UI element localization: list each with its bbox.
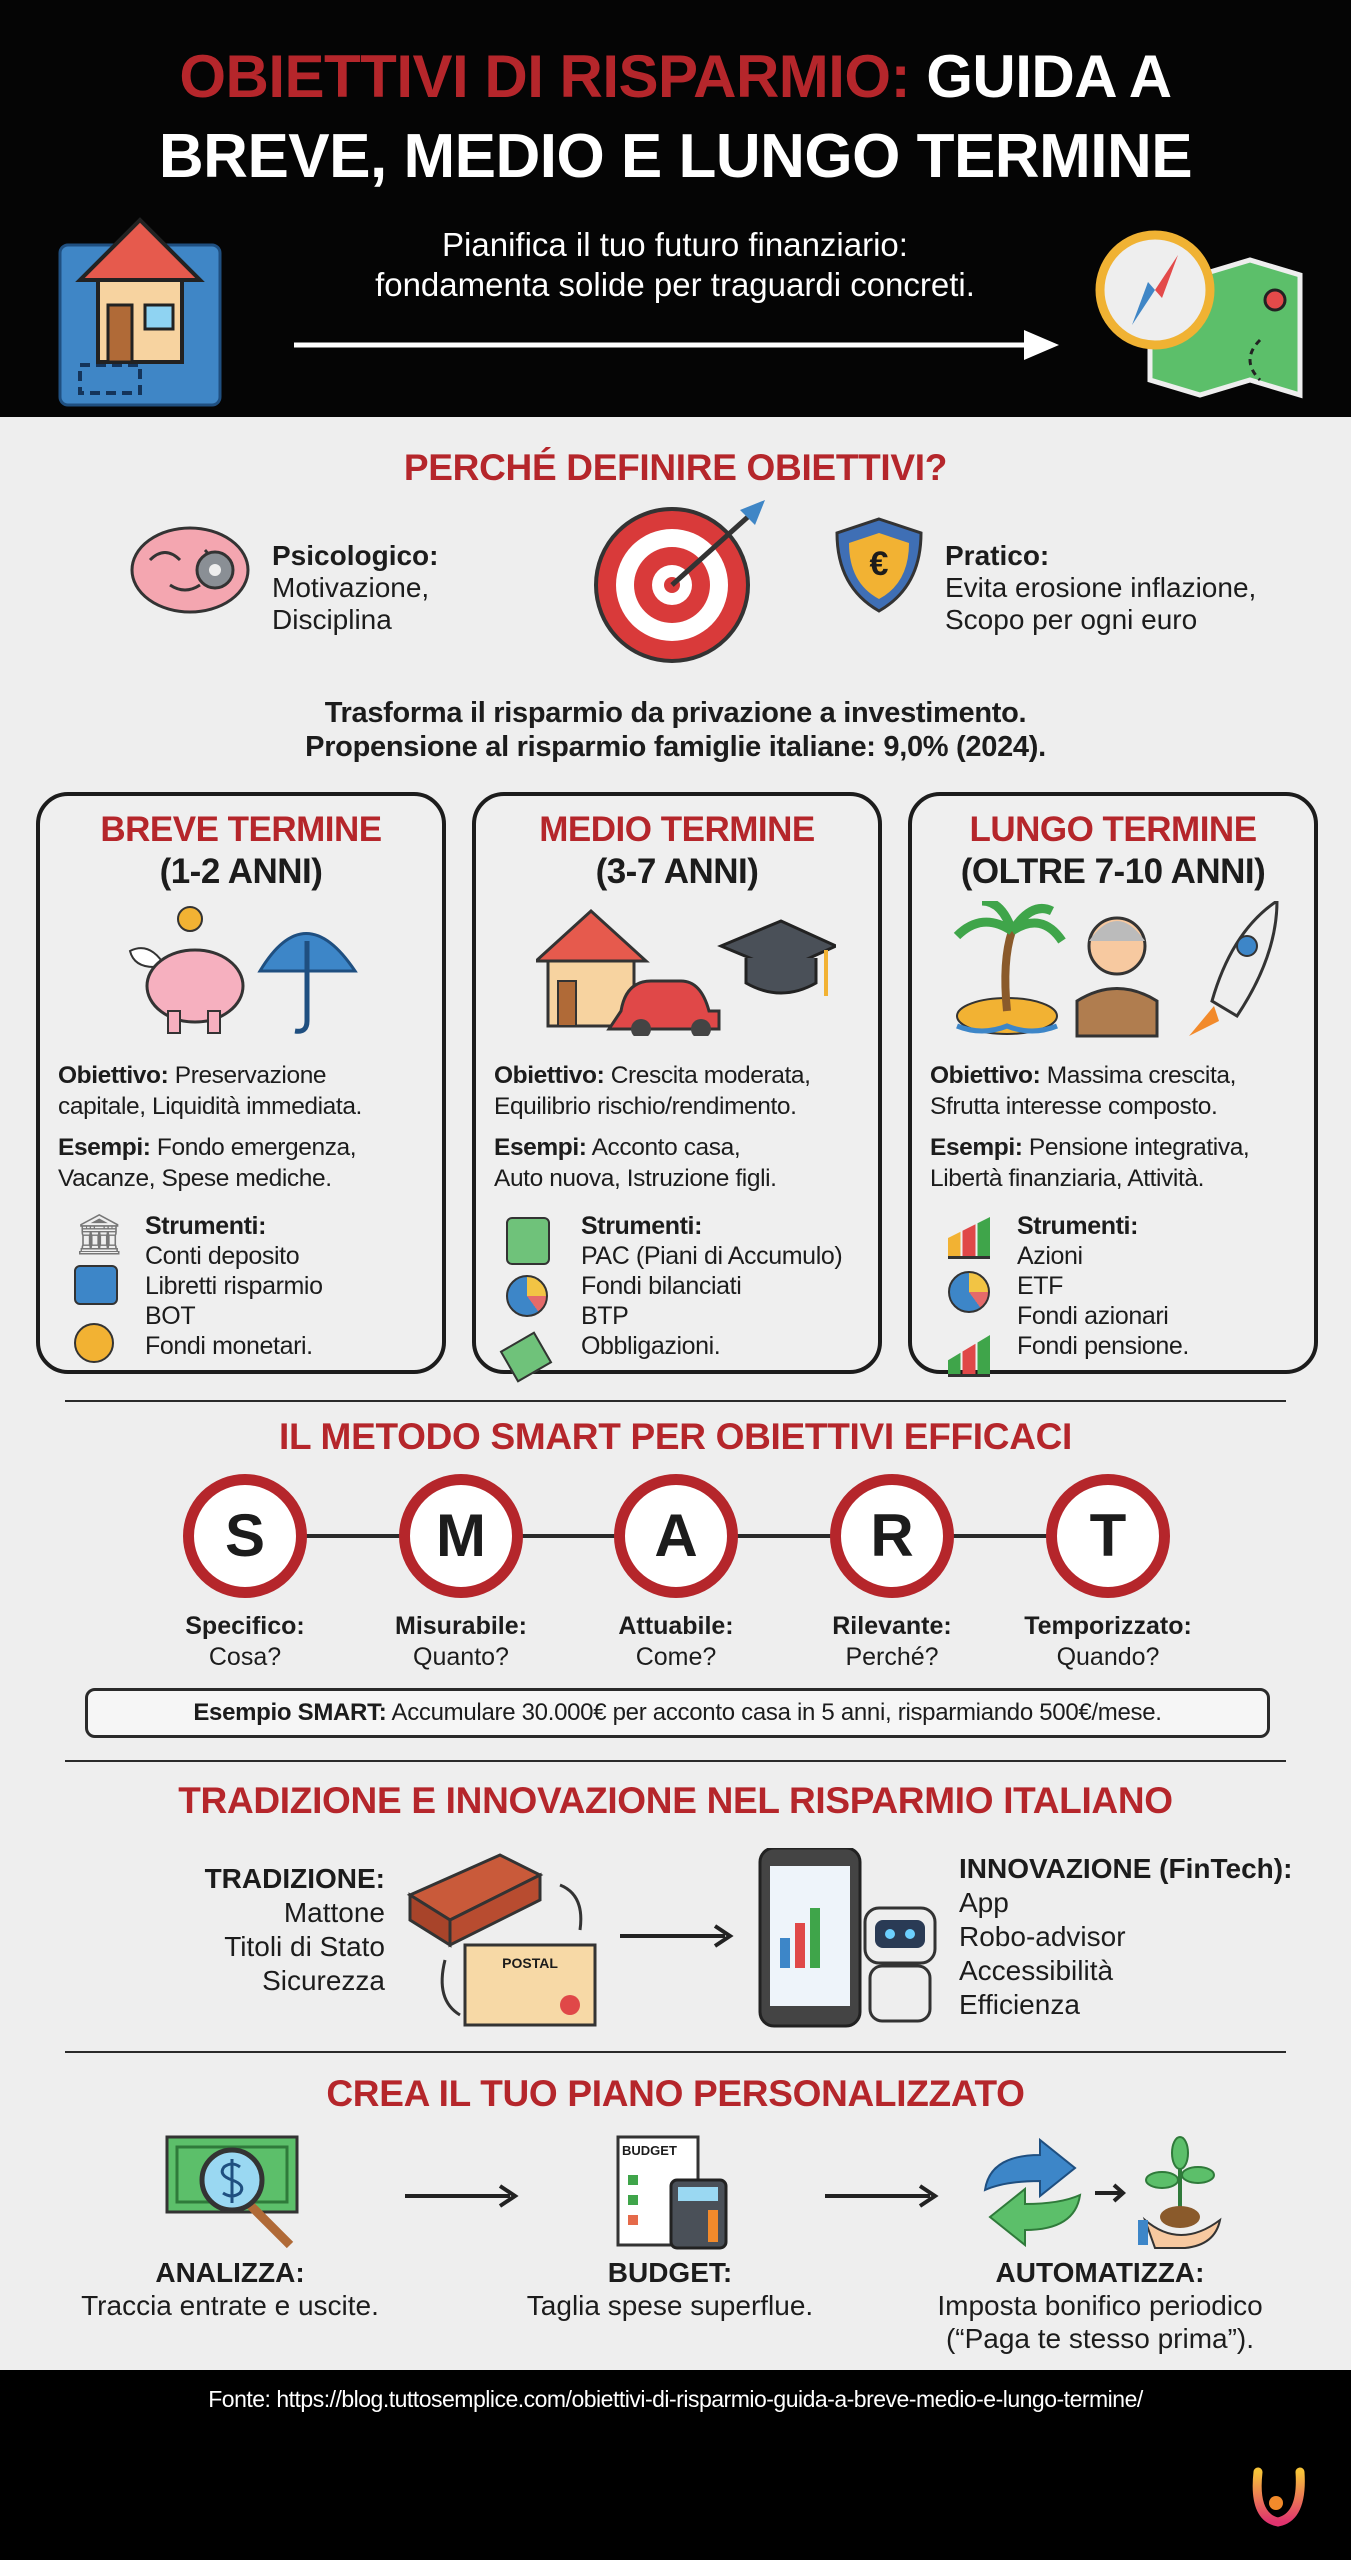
compass-map-icon (1090, 220, 1310, 400)
coins-icon (74, 1323, 114, 1363)
tools-list (1017, 1211, 1189, 1361)
house-car-graduation-icon (536, 906, 836, 1036)
tools-label: Strumenti: (581, 1212, 703, 1240)
examples-text-2: Libertà finanziaria, Attività. (930, 1165, 1204, 1192)
smart-label-a (576, 1611, 776, 1673)
house-blueprint-icon (50, 205, 260, 410)
tradition-block (120, 1862, 385, 1998)
subtitle-line1: Pianifica il tuo futuro finanziario: (442, 226, 908, 263)
smart-label-m (361, 1611, 561, 1673)
statement-line2: Propensione al risparmio famiglie italiane: 9,0% (2024). (305, 731, 1046, 763)
tradition-item: Mattone (283, 1897, 385, 1928)
examples-text-1: Fondo emergenza, (150, 1134, 357, 1161)
pie-chart-icon (948, 1271, 990, 1313)
smart-name: Temporizzato: (1024, 1612, 1192, 1640)
examples-text-1: Pensione integrativa, (1022, 1134, 1250, 1161)
goal-label: Obiettivo: (58, 1062, 169, 1089)
goal-text-2: Equilibrio rischio/rendimento. (494, 1093, 797, 1120)
why-title: PERCHÉ DEFINIRE OBIETTIVI? (403, 447, 948, 488)
phone-robot-icon (755, 1848, 945, 2028)
title-red-part: OBIETTIVI DI RISPARMIO: (179, 43, 911, 110)
card-examples (494, 1132, 879, 1194)
prac-label: Pratico: (945, 540, 1050, 571)
statement-line1: Trasforma il risparmio da privazione a investimento. (324, 697, 1027, 729)
card-period: (1-2 ANNI) (159, 852, 323, 891)
plan-step-analyze (40, 2256, 420, 2322)
tool-item: Obbligazioni. (581, 1332, 721, 1360)
prac-text-1: Evita erosione inflazione, (945, 572, 1257, 603)
tool-item: PAC (Piani di Accumulo) (581, 1242, 843, 1270)
step-text-2: (“Paga te stesso prima”). (945, 2323, 1255, 2354)
tool-item: Azioni (1017, 1242, 1083, 1270)
smart-circle-r: R (830, 1474, 954, 1598)
money-magnifier-icon (165, 2135, 305, 2250)
main-title-line1 (0, 42, 1351, 112)
examples-text-2: Auto nuova, Istruzione figli. (494, 1165, 777, 1192)
examples-label: Esempi: (58, 1134, 151, 1161)
examples-label: Esempi: (930, 1134, 1023, 1161)
banknote-icon (500, 1331, 553, 1382)
smart-circle-a: A (614, 1474, 738, 1598)
arrow-right-icon (825, 2184, 940, 2208)
card-goal (930, 1060, 1315, 1122)
brick-bond-icon (405, 1845, 605, 2030)
smart-question: Perché? (845, 1643, 939, 1671)
postal-label: POSTAL (502, 1955, 558, 1971)
bank-icon: 🏛 (74, 1213, 125, 1257)
target-arrow-icon (590, 500, 770, 665)
smart-name: Attuabile: (618, 1612, 734, 1640)
card-period: (OLTRE 7-10 ANNI) (960, 852, 1266, 891)
tool-item: Conti deposito (145, 1242, 300, 1270)
piggy-umbrella-icon (120, 901, 380, 1036)
plan-step-budget (480, 2256, 860, 2322)
header (0, 0, 1351, 417)
budget-calculator-icon (616, 2135, 731, 2250)
tool-item: Fondi monetari. (145, 1332, 313, 1360)
money-coin-icon (506, 1217, 550, 1265)
goal-label: Obiettivo: (930, 1062, 1041, 1089)
card-examples (930, 1132, 1315, 1194)
innovation-item: Robo-advisor (959, 1921, 1126, 1952)
card-goal (58, 1060, 443, 1122)
footer (0, 2370, 1351, 2560)
tool-item: ETF (1017, 1272, 1064, 1300)
smart-title: IL METODO SMART PER OBIETTIVI EFFICACI (278, 1416, 1073, 1457)
smart-question: Cosa? (208, 1643, 282, 1671)
smart-circle-t: T (1046, 1474, 1170, 1598)
psych-text-1: Motivazione, (272, 572, 430, 603)
euro-symbol: € (869, 545, 889, 583)
tool-item: BTP (581, 1302, 629, 1330)
card-goal (494, 1060, 879, 1122)
divider (65, 1400, 1286, 1402)
card-title: BREVE TERMINE (100, 810, 382, 849)
psychological-block (272, 540, 438, 636)
tool-icons (506, 1211, 566, 1375)
step-label: AUTOMATIZZA: (995, 2257, 1205, 2288)
card-title: MEDIO TERMINE (539, 810, 815, 849)
growth-chart-icon (948, 1335, 990, 1377)
divider (65, 2051, 1286, 2053)
smart-label-r (792, 1611, 992, 1673)
statement (0, 696, 1351, 764)
goal-label: Obiettivo: (494, 1062, 605, 1089)
card-short-term (36, 792, 446, 1374)
innovation-block (959, 1852, 1292, 2022)
smart-name: Specifico: (185, 1612, 305, 1640)
arrow-right-icon (620, 1924, 735, 1948)
tools-label: Strumenti: (1017, 1212, 1139, 1240)
innovation-label: INNOVAZIONE (FinTech): (959, 1853, 1293, 1884)
card-examples (58, 1132, 443, 1194)
divider (65, 1760, 1286, 1762)
tool-item: Fondi pensione. (1017, 1332, 1189, 1360)
tool-item: Fondi bilanciati (581, 1272, 742, 1300)
euro-shield-icon (833, 515, 925, 615)
smart-label-t (1008, 1611, 1208, 1673)
goal-text-1: Preservazione (168, 1062, 327, 1089)
examples-text-1: Acconto casa, (586, 1134, 741, 1161)
tools-label: Strumenti: (145, 1212, 267, 1240)
goal-text-2: Sfrutta interesse composto. (930, 1093, 1218, 1120)
innovation-item: Accessibilità (959, 1955, 1114, 1986)
brand-logo-icon (1250, 2467, 1308, 2527)
pie-chart-icon (506, 1275, 548, 1317)
tradition-title: TRADIZIONE E INNOVAZIONE NEL RISPARMIO ITALIANO (178, 1780, 1173, 1821)
smart-question: Come? (635, 1643, 717, 1671)
smart-question: Quando? (1056, 1643, 1160, 1671)
plan-step-automate (900, 2256, 1300, 2355)
smart-name: Misurabile: (395, 1612, 527, 1640)
psych-label: Psicologico: (272, 540, 439, 571)
goal-text-2: capitale, Liquidità immediata. (58, 1093, 362, 1120)
examples-text-2: Vacanze, Spese mediche. (58, 1165, 332, 1192)
step-text: Traccia entrate e uscite. (81, 2290, 379, 2321)
arrow-right-icon (405, 2184, 520, 2208)
innovation-item: App (959, 1887, 1009, 1918)
tools-list (145, 1211, 323, 1361)
goal-text-1: Massima crescita, (1040, 1062, 1236, 1089)
card-title: LUNGO TERMINE (969, 810, 1257, 849)
step-text: Imposta bonifico periodico (937, 2290, 1263, 2321)
examples-label: Esempi: (494, 1134, 587, 1161)
step-text: Taglia spese superflue. (526, 2290, 814, 2321)
example-label: Esempio SMART: (193, 1699, 387, 1726)
budget-doc-label: BUDGET (622, 2143, 677, 2158)
bar-chart-icon (948, 1217, 990, 1259)
innovation-item: Efficienza (959, 1989, 1080, 2020)
psych-text-2: Disciplina (272, 604, 392, 635)
subtitle-line2: fondamenta solide per traguardi concreti. (375, 266, 975, 303)
title-white-part: GUIDA A (910, 43, 1172, 110)
tool-icons (74, 1211, 134, 1363)
smart-example-box (85, 1688, 1270, 1738)
smart-label-s (145, 1611, 345, 1673)
tradition-label: TRADIZIONE: (204, 1863, 385, 1894)
plan-title: CREA IL TUO PIANO PERSONALIZZATO (326, 2073, 1025, 2114)
brain-gear-icon (130, 520, 265, 620)
step-label: ANALIZZA: (155, 2257, 305, 2288)
smart-name: Rilevante: (832, 1612, 952, 1640)
island-retiree-rocket-icon (952, 901, 1282, 1041)
card-period: (3-7 ANNI) (595, 852, 759, 891)
tradition-item: Sicurezza (262, 1965, 385, 1996)
arrow-right-icon (294, 330, 1059, 360)
goal-text-1: Crescita moderata, (604, 1062, 811, 1089)
example-text: Accumulare 30.000€ per acconto casa in 5 anni, risparmiando 500€/mese. (386, 1699, 1162, 1726)
practical-block (945, 540, 1256, 636)
smart-circle-s: S (183, 1474, 307, 1598)
wallet-icon (74, 1265, 118, 1305)
card-long-term (908, 792, 1318, 1374)
card-medium-term (472, 792, 882, 1374)
source-link[interactable]: Fonte: https://blog.tuttosemplice.com/obiettivi-di-risparmio-guida-a-breve-medio-e-lungo-termine/ (208, 2386, 1143, 2412)
automate-sync-plant-icon (980, 2135, 1230, 2250)
smart-question: Quanto? (413, 1643, 509, 1671)
main-title-line2: BREVE, MEDIO E LUNGO TERMINE (158, 122, 1193, 191)
tool-item: Fondi azionari (1017, 1302, 1169, 1330)
tradition-item: Titoli di Stato (224, 1931, 385, 1962)
tool-item: BOT (145, 1302, 196, 1330)
prac-text-2: Scopo per ogni euro (945, 604, 1198, 635)
tools-list (581, 1211, 842, 1361)
step-label: BUDGET: (607, 2257, 733, 2288)
tool-item: Libretti risparmio (145, 1272, 323, 1300)
tool-icons (948, 1211, 1008, 1377)
smart-circle-m: M (399, 1474, 523, 1598)
